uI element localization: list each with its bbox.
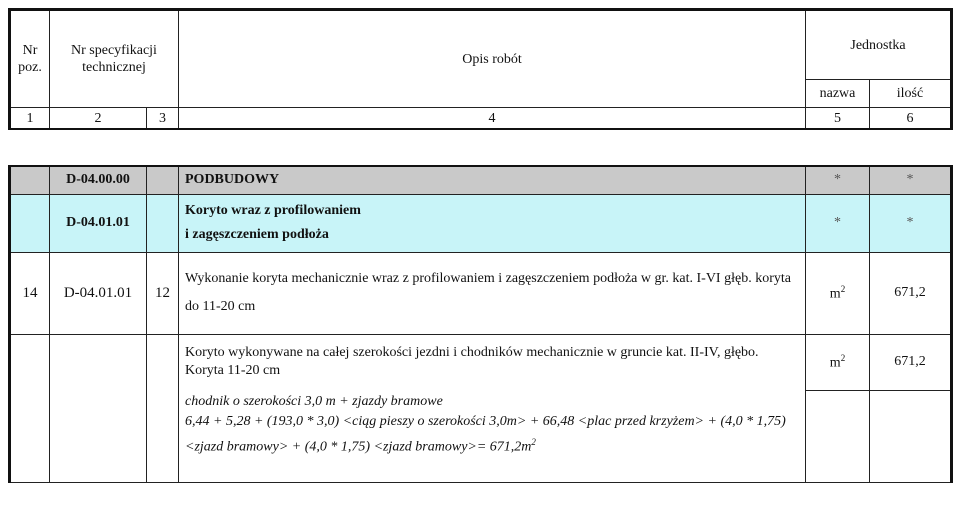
calc-pos xyxy=(10,334,50,482)
column-number: 5 xyxy=(806,108,870,130)
subsection-title xyxy=(179,194,806,252)
calc-qty: 671,2 xyxy=(870,334,952,390)
section-row xyxy=(10,166,952,194)
column-number: 3 xyxy=(147,108,179,130)
calc-row xyxy=(10,334,952,390)
subsection-spec xyxy=(147,194,179,252)
subsection-unit: * xyxy=(806,194,870,252)
cost-table xyxy=(8,165,953,483)
calc-code xyxy=(50,334,147,482)
header-ilosc: ilość xyxy=(870,80,952,108)
calc-formula xyxy=(179,390,806,482)
item-code: D-04.01.01 xyxy=(50,252,147,334)
header-nr-specyfikacji: Nr specyfikacji technicznej xyxy=(50,10,179,108)
header-nr-poz: Nr poz. xyxy=(10,10,50,108)
column-number: 2 xyxy=(50,108,147,130)
subsection-pos xyxy=(10,194,50,252)
section-title: PODBUDOWY xyxy=(179,166,806,194)
item-qty: 671,2 xyxy=(870,252,952,334)
subsection-code: D-04.01.01 xyxy=(50,194,147,252)
column-number: 1 xyxy=(10,108,50,130)
calc-formula-line2 xyxy=(185,412,799,458)
section-unit: * xyxy=(806,166,870,194)
header-nazwa: nazwa xyxy=(806,80,870,108)
header-jednostka: Jednostka xyxy=(806,10,952,80)
calc-unit xyxy=(806,334,870,390)
calc-unit-base: m xyxy=(829,355,841,371)
calc-description: Koryto wykonywane na całej szerokości jezdni i chodników mechanicznie w gruncie kat. II-IV, głębo. Koryta 11-20 cm xyxy=(179,334,806,390)
section-qty: * xyxy=(870,166,952,194)
item-unit-base: m xyxy=(829,286,841,302)
subsection-title-line2: i zagęszczeniem podłoża xyxy=(185,227,329,242)
section-code: D-04.00.00 xyxy=(50,166,147,194)
item-row xyxy=(10,252,952,334)
calc-formula-exp: 2 xyxy=(531,437,536,447)
column-number: 6 xyxy=(870,108,952,130)
header-table xyxy=(8,8,953,130)
column-number-row xyxy=(10,108,952,130)
subsection-row xyxy=(10,194,952,252)
calc-formula-text: 6,44 + 5,28 + (193,0 * 3,0) <ciąg pieszy o szerokości 3,0m> + 66,48 <plac przed krzyżem> + (4,0 * 1,75) <zjazd bramowy> + (4,0 * 1,75) <zjazd bramowy>= 671,2m xyxy=(185,414,786,455)
item-spec: 12 xyxy=(147,252,179,334)
subsection-title-line1: Koryto wraz z profilowaniem xyxy=(185,203,361,218)
header-opis-robot: Opis robót xyxy=(179,10,806,108)
section-spec xyxy=(147,166,179,194)
calc-unit-exp: 2 xyxy=(840,352,846,363)
column-number: 4 xyxy=(179,108,806,130)
section-pos xyxy=(10,166,50,194)
calc-detail-qty xyxy=(870,390,952,482)
calc-detail-unit xyxy=(806,390,870,482)
calc-spec xyxy=(147,334,179,482)
item-description: Wykonanie koryta mechanicznie wraz z profilowaniem i zagęszczeniem podłoża w gr. kat. I-VI głęb. koryta do 11-20 cm xyxy=(179,252,806,334)
item-pos: 14 xyxy=(10,252,50,334)
subsection-qty: * xyxy=(870,194,952,252)
calc-formula-line1: chodnik o szerokości 3,0 m + zjazdy bramowe xyxy=(185,394,443,409)
item-unit xyxy=(806,252,870,334)
item-unit-exp: 2 xyxy=(840,283,846,294)
